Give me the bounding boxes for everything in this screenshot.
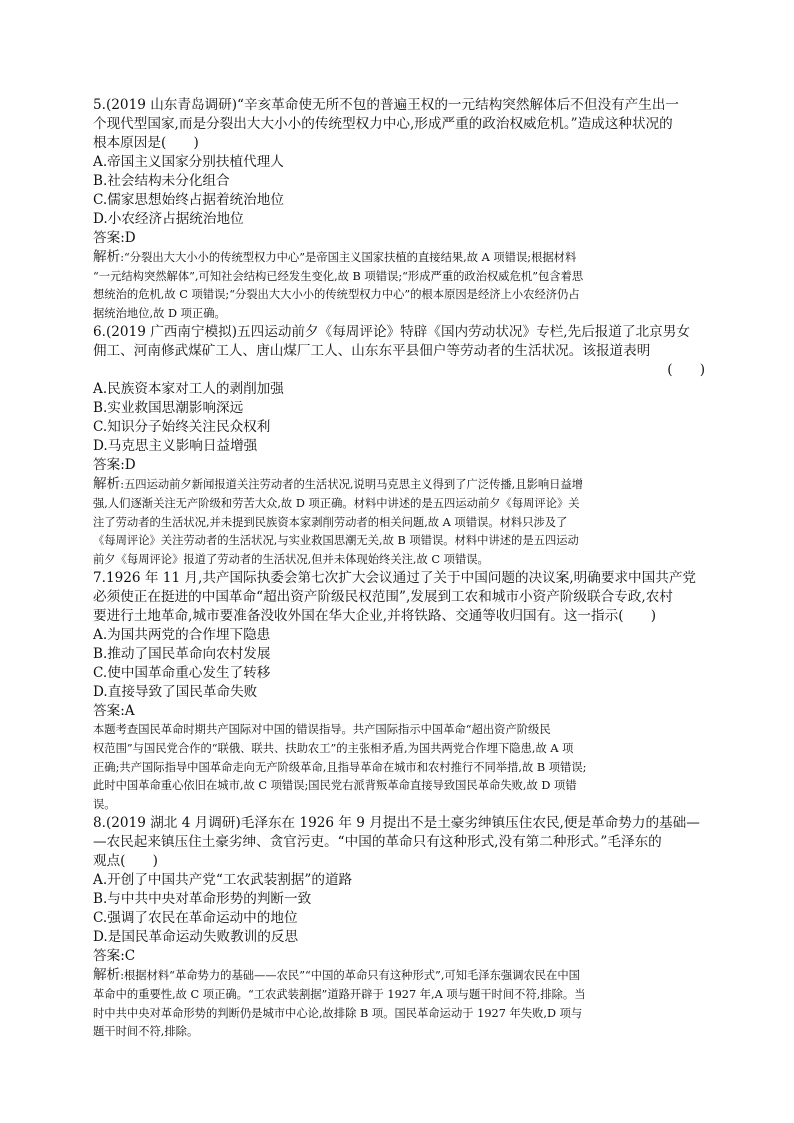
answer-label: 答案 [93,457,121,474]
question-stem-line: 个现代型国家,而是分裂出大大小小的传统型权力中心,形成严重的政治权威危机。”造成这种状况的 [93,116,673,132]
option-c: C.知识分子始终关注民众权利 [93,419,271,436]
answer-label: 答案 [93,948,121,965]
explanation-line: 强,人们逐渐关注无产阶级和劳苦大众,故 D 项正确。材料中讲述的是五四运动前夕《每周评论》关 [93,496,580,510]
explanation-line: 《每周评论》关注劳动者的生活状况,与实业救国思潮无关,故 B 项错误。材料中讲述的是五四运动 [93,534,579,548]
question-stem-line: 要进行土地革命,城市要准备没收外国在华大企业,并将铁路、交通等收归国有。这一指示( ) [93,608,656,625]
option-b: B.社会结构未分化组合 [93,173,230,189]
explanation-line [93,475,705,495]
explanation [93,248,705,323]
explanation-line: 此时中国革命重心依旧在城市,故 C 项错误;国民党右派背叛革命直接导致国民革命失败,故 D 项错 [93,779,577,793]
question-stem-line: 7.1926 年 11 月,共产国际执委会第七次扩大会议通过了关于中国问题的决议案,明确要求中国共产党 [93,570,697,587]
answer-value: :D [120,457,136,474]
explanation-line: 据统治地位,故 D 项正确。 [93,306,226,320]
explanation [93,475,705,569]
explanation-line: 权范围”与国民党合作的“联俄、联共、扶助农工”的主张相矛盾,为国共两党合作埋下隐患,故 A 项 [93,741,574,755]
option-b: B.推动了国民革命向农村发展 [93,646,271,663]
explanation-text: :五四运动前夕新闻报道关注劳动者的生活状况,说明马克思主义得到了广泛传播,且影响日益增 [120,478,584,492]
question-stem-line: 6.(2019 广西南宁模拟)五四运动前夕《每周评论》特辟《国内劳动状况》专栏,先后报道了北京男女 [93,324,690,341]
option-d: D.马克思主义影响日益增强 [93,438,258,455]
explanation [93,721,705,814]
answer-line [93,456,705,475]
question-7 [93,569,705,814]
explanation-label: 解析 [93,249,121,265]
option-a: A.为国共两党的合作埋下隐患 [93,627,271,644]
option-d: D.直接导致了国民革命失败 [93,684,258,701]
explanation-line: 题干时间不符,排除。 [93,1025,199,1039]
option-a: A.帝国主义国家分别扶植代理人 [93,154,284,170]
answer-value: :C [120,948,136,965]
question-stem-line: 5.(2019 山东青岛调研)“辛亥革命使无所不包的普遍王权的一元结构突然解体后不但没有产生出一 [93,97,680,113]
document-page [93,96,705,1042]
question-6 [93,323,705,569]
question-stem-line: 8.(2019 湖北 4 月调研)毛泽东在 1926 年 9 月提出不是土豪劣绅镇压住农民,便是革命势力的基础— [93,815,700,832]
option-d: D.是国民革命运动失败教训的反思 [93,929,299,946]
explanation-line: 时中共中央对革命形势的判断仍是城市中心论,故排除 B 项。国民革命运动于 1927 年失败,D 项与 [93,1006,583,1020]
answer-line [93,702,705,721]
option-d: D.小农经济占据统治地位 [93,211,244,227]
question-stem-line: 观点( ) [93,853,158,870]
question-8 [93,814,705,1041]
explanation-text: :根据材料“革命势力的基础——农民”“中国的革命只有这种形式”,可知毛泽东强调农民在中国 [120,969,580,983]
answer-value: :A [120,703,135,720]
question-stem-line: 佣工、河南修武煤矿工人、唐山煤厂工人、山东东平县佃户等劳动者的生活状况。该报道表明 [93,343,651,360]
explanation-text: :“分裂出大大小小的传统型权力中心”是帝国主义国家扶植的直接结果,故 A 项错误;根据材料 [120,251,577,264]
explanation-line: 正确;共产国际指导中国革命走向无产阶级革命,且指导革命在城市和农村推行不同举措,故 B 项错误; [93,760,587,774]
explanation-line: “一元结构突然解体”,可知社会结构已经发生变化,故 B 项错误;“形成严重的政治权威危机”包含着思 [93,269,584,283]
answer-value: :D [120,230,136,246]
question-stem-line: 必须使正在挺进的中国革命“超出资产阶级民权范围”,发展到工农和城市小资产阶级联合专政,农村 [93,589,673,606]
explanation-line: 前夕《每周评论》报道了劳动者的生活状况,但并未体现始终关注,故 C 项错误。 [93,552,489,566]
option-c: C.使中国革命重心发生了转移 [93,665,271,682]
question-5 [93,96,705,323]
option-c: C.儒家思想始终占据着统治地位 [93,192,284,208]
answer-line [93,229,705,248]
explanation-line [93,966,705,986]
explanation-label: 解析 [93,476,121,493]
explanation-line: 本题考查国民革命时期共产国际对中国的错误指导。共产国际指示中国革命“超出资产阶级民 [93,723,551,737]
option-a: A.民族资本家对工人的剥削加强 [93,381,284,398]
option-c: C.强调了农民在革命运动中的地位 [93,910,298,927]
explanation [93,966,705,1041]
explanation-line: 注了劳动者的生活状况,并未提到民族资本家剥削劳动者的相关问题,故 A 项错误。材料只涉及了 [93,515,568,529]
answer-bracket: ( ) [667,362,705,379]
explanation-line: 误。 [93,797,116,811]
option-a: A.开创了中国共产党“工农武装割据”的道路 [93,872,353,889]
option-b: B.与中共中央对革命形势的判断一致 [93,891,312,908]
answer-label: 答案 [93,703,121,720]
answer-line [93,947,705,966]
explanation-line: 革命中的重要性,故 C 项正确。“工农武装割据”道路开辟于 1927 年,A 项与题干时间不符,排除。当 [93,987,586,1001]
option-b: B.实业救国思潮影响深远 [93,400,244,417]
explanation-line: 想统治的危机,故 C 项错误;“分裂出大大小小的传统型权力中心”的根本原因是经济上小农经济仍占 [93,288,580,302]
explanation-label: 解析 [93,967,121,984]
question-stem-line: —农民起来镇压住土豪劣绅、贪官污吏。“中国的革命只有这种形式,没有第二种形式。”毛泽东的 [93,834,662,851]
answer-label: 答案 [93,230,121,246]
question-stem-line: 根本原因是( ) [93,135,199,151]
explanation-line [93,248,705,268]
